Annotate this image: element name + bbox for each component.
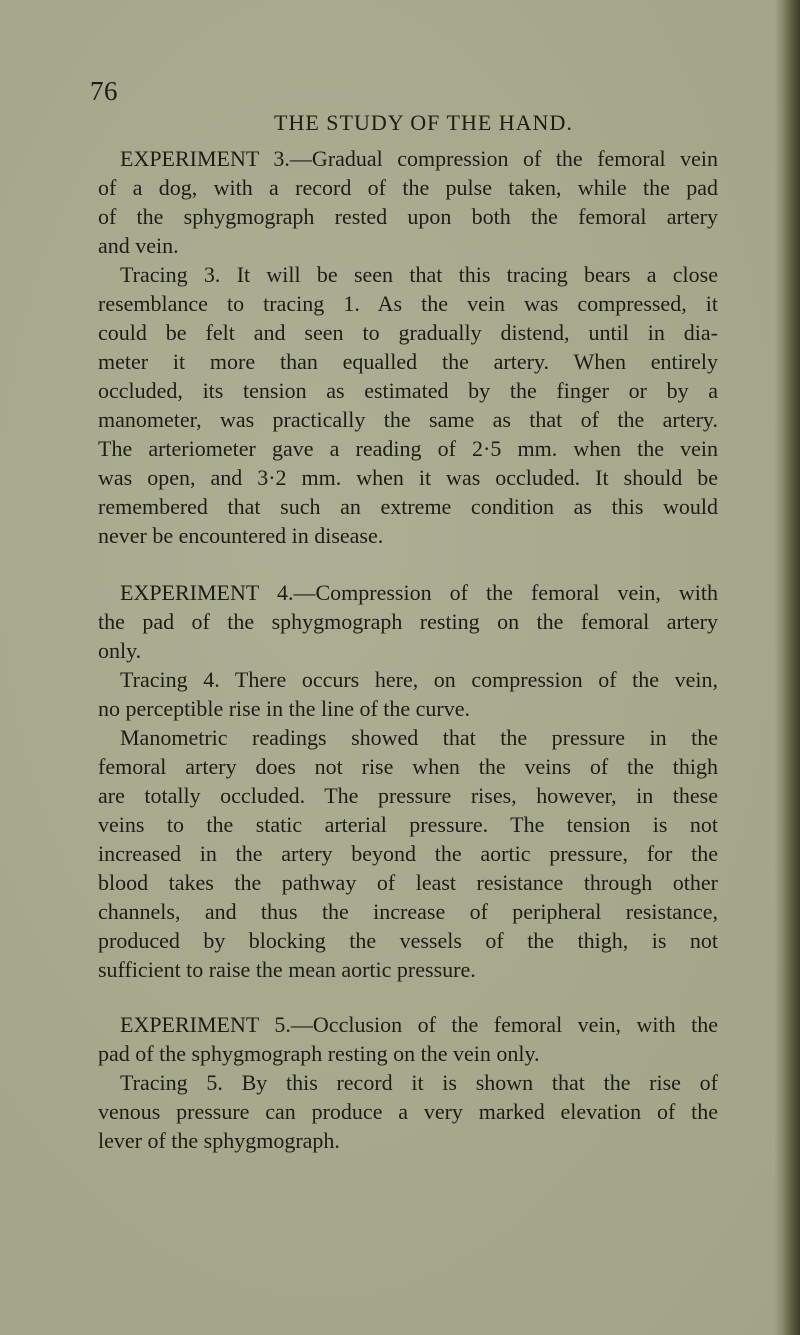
text-line: occluded, its tension as estimated by the finger or by a (98, 378, 718, 403)
text-line: Tracing 5. By this record it is shown that the rise of (120, 1070, 718, 1095)
text-line: increased in the artery beyond the aortic pressure, for the (98, 841, 718, 866)
text-line: the pad of the sphygmograph resting on the femoral artery (98, 609, 718, 634)
text-line: veins to the static arterial pressure. The tension is not (98, 812, 718, 837)
text-line: only. (98, 638, 142, 663)
paragraph-experiment-5 (98, 1010, 718, 1068)
text-line: manometer, was practically the same as that of the artery. (98, 407, 718, 432)
text-line: Tracing 4. There occurs here, on compression of the vein, (120, 667, 718, 692)
text-line: pad of the sphygmograph resting on the vein only. (98, 1041, 540, 1066)
text-line: venous pressure can produce a very marked elevation of the (98, 1099, 718, 1124)
text-line: never be encountered in disease. (98, 523, 384, 548)
paragraph-experiment-3 (98, 144, 718, 260)
text-line: and vein. (98, 233, 179, 258)
text-line: blood takes the pathway of least resistance through other (98, 870, 718, 895)
text-line: could be felt and seen to gradually distend, until in dia- (98, 320, 718, 345)
paragraph-tracing-5 (98, 1068, 718, 1155)
paragraph-tracing-4 (98, 665, 718, 723)
text-line: EXPERIMENT 5.—Occlusion of the femoral vein, with the (120, 1012, 718, 1037)
page-number: 76 (90, 76, 118, 106)
text-line: was open, and 3·2 mm. when it was occluded. It should be (98, 465, 718, 490)
page-edge-strip (782, 0, 800, 1335)
page-edge-shadow (774, 0, 782, 1335)
text-line: no perceptible rise in the line of the curve. (98, 696, 471, 721)
text-line: meter it more than equalled the artery. When entirely (98, 349, 718, 374)
text-line: sufficient to raise the mean aortic pressure. (98, 957, 476, 982)
text-line: Tracing 3. It will be seen that this tracing bears a close (120, 262, 718, 287)
text-line: EXPERIMENT 4.—Compression of the femoral vein, with (120, 580, 718, 605)
text-line: of a dog, with a record of the pulse taken, while the pad (98, 175, 718, 200)
paragraph-tracing-3 (98, 260, 718, 550)
text-line: resemblance to tracing 1. As the vein was compressed, it (98, 291, 718, 316)
text-line: EXPERIMENT 3.—Gradual compression of the femoral vein (120, 146, 718, 171)
paragraph-experiment-4 (98, 578, 718, 665)
running-head: THE STUDY OF THE HAND. (274, 110, 573, 135)
text-line: produced by blocking the vessels of the thigh, is not (98, 928, 718, 953)
text-line: femoral artery does not rise when the veins of the thigh (98, 754, 718, 779)
text-line: The arteriometer gave a reading of 2·5 mm. when the vein (98, 436, 718, 461)
paragraph-manometric-readings (98, 723, 718, 984)
text-line: remembered that such an extreme condition as this would (98, 494, 718, 519)
text-line: Manometric readings showed that the pressure in the (120, 725, 718, 750)
text-line: of the sphygmograph rested upon both the femoral artery (98, 204, 718, 229)
text-line: are totally occluded. The pressure rises, however, in these (98, 783, 718, 808)
text-line: channels, and thus the increase of peripheral resistance, (98, 899, 718, 924)
text-line: lever of the sphygmograph. (98, 1128, 340, 1153)
